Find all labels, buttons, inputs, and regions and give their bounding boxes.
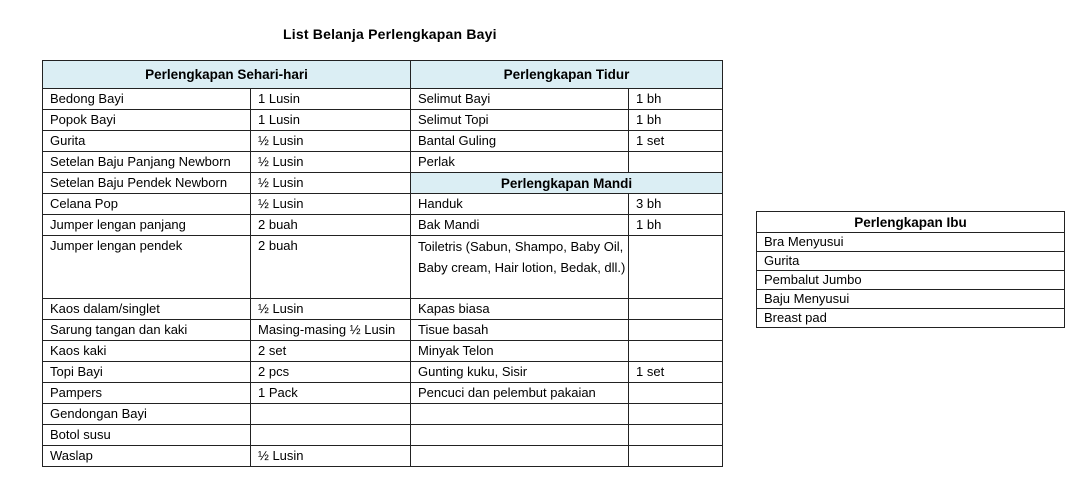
table-row <box>43 110 723 131</box>
table-row <box>43 383 723 404</box>
item-name: Selimut Bayi <box>411 89 629 110</box>
item-qty <box>629 236 723 299</box>
item-name: Jumper lengan pendek <box>43 236 251 299</box>
item-name: Tisue basah <box>411 320 629 341</box>
item-name: Celana Pop <box>43 194 251 215</box>
item-qty: 2 buah <box>251 236 411 299</box>
item-name: Perlak <box>411 152 629 173</box>
item-name: Bra Menyusui <box>757 233 1065 252</box>
item-name: Kaos kaki <box>43 341 251 362</box>
table-row <box>757 271 1065 290</box>
item-qty: 1 set <box>629 362 723 383</box>
table-row <box>43 362 723 383</box>
item-name: Bak Mandi <box>411 215 629 236</box>
table-row <box>43 194 723 215</box>
item-qty <box>629 152 723 173</box>
table-row <box>757 290 1065 309</box>
item-qty: 1 set <box>629 131 723 152</box>
table-row <box>43 299 723 320</box>
item-name: Kaos dalam/singlet <box>43 299 251 320</box>
section-header-tidur: Perlengkapan Tidur <box>411 61 723 89</box>
item-qty: 3 bh <box>629 194 723 215</box>
item-qty <box>629 446 723 467</box>
item-qty: 1 bh <box>629 89 723 110</box>
item-qty: ½ Lusin <box>251 152 411 173</box>
item-qty: 1 Lusin <box>251 89 411 110</box>
item-name: Handuk <box>411 194 629 215</box>
item-name: Setelan Baju Panjang Newborn <box>43 152 251 173</box>
item-name: Gunting kuku, Sisir <box>411 362 629 383</box>
item-qty <box>629 320 723 341</box>
item-qty: ½ Lusin <box>251 446 411 467</box>
baby-supplies-table <box>42 60 723 467</box>
section-header-ibu: Perlengkapan Ibu <box>757 212 1065 233</box>
item-qty <box>629 383 723 404</box>
item-qty: 1 Lusin <box>251 110 411 131</box>
item-name: Selimut Topi <box>411 110 629 131</box>
section-header-sehari-hari: Perlengkapan Sehari-hari <box>43 61 411 89</box>
item-name: Kapas biasa <box>411 299 629 320</box>
item-name: Botol susu <box>43 425 251 446</box>
item-name: Baju Menyusui <box>757 290 1065 309</box>
table-row <box>43 215 723 236</box>
item-name: Popok Bayi <box>43 110 251 131</box>
item-qty <box>629 299 723 320</box>
table-row <box>757 233 1065 252</box>
item-name: Gurita <box>757 252 1065 271</box>
item-qty: 1 Pack <box>251 383 411 404</box>
item-qty: 1 bh <box>629 215 723 236</box>
item-qty: ½ Lusin <box>251 194 411 215</box>
item-name: Minyak Telon <box>411 341 629 362</box>
item-name: Gendongan Bayi <box>43 404 251 425</box>
item-qty <box>629 425 723 446</box>
item-name: Toiletris (Sabun, Shampo, Baby Oil, Baby cream, Hair lotion, Bedak, dll.) <box>411 236 629 299</box>
item-name <box>411 425 629 446</box>
item-qty <box>629 341 723 362</box>
item-qty: ½ Lusin <box>251 173 411 194</box>
item-name: Setelan Baju Pendek Newborn <box>43 173 251 194</box>
table-row <box>43 152 723 173</box>
table-row <box>43 131 723 152</box>
item-name: Jumper lengan panjang <box>43 215 251 236</box>
table-row <box>43 89 723 110</box>
item-qty: ½ Lusin <box>251 299 411 320</box>
item-name <box>411 446 629 467</box>
item-name: Pampers <box>43 383 251 404</box>
item-name: Waslap <box>43 446 251 467</box>
item-name <box>411 404 629 425</box>
table-row <box>757 309 1065 328</box>
table-row <box>43 446 723 467</box>
item-name: Gurita <box>43 131 251 152</box>
item-name: Pencuci dan pelembut pakaian <box>411 383 629 404</box>
item-qty: 1 bh <box>629 110 723 131</box>
table-row <box>43 173 723 194</box>
item-qty <box>251 404 411 425</box>
item-name: Sarung tangan dan kaki <box>43 320 251 341</box>
item-qty <box>629 404 723 425</box>
table-row <box>43 425 723 446</box>
mother-supplies-table <box>756 211 1065 328</box>
item-qty: Masing-masing ½ Lusin <box>251 320 411 341</box>
item-name: Bantal Guling <box>411 131 629 152</box>
item-name: Topi Bayi <box>43 362 251 383</box>
table-row <box>43 320 723 341</box>
item-qty <box>251 425 411 446</box>
item-qty: ½ Lusin <box>251 131 411 152</box>
item-name: Pembalut Jumbo <box>757 271 1065 290</box>
item-name: Bedong Bayi <box>43 89 251 110</box>
table-row <box>43 404 723 425</box>
table-row <box>43 236 723 299</box>
table-row <box>43 341 723 362</box>
item-name: Breast pad <box>757 309 1065 328</box>
section-header-mandi: Perlengkapan Mandi <box>411 173 723 194</box>
item-qty: 2 pcs <box>251 362 411 383</box>
item-qty: 2 buah <box>251 215 411 236</box>
item-qty: 2 set <box>251 341 411 362</box>
page-title: List Belanja Perlengkapan Bayi <box>283 26 497 42</box>
table-row <box>757 252 1065 271</box>
